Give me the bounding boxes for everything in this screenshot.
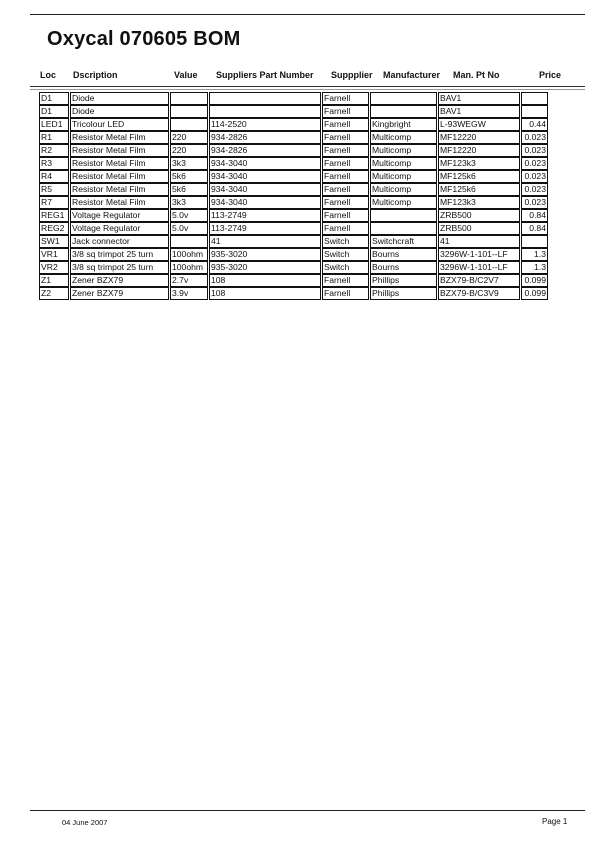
supplier-cell: Farnell [322, 157, 369, 170]
value-cell: 100ohm [170, 248, 208, 261]
loc-cell: R4 [39, 170, 69, 183]
loc-cell: VR2 [39, 261, 69, 274]
table-row [39, 222, 548, 235]
table-row [39, 92, 548, 105]
suppliers-part-cell: 114-2520 [209, 118, 321, 131]
header-supplier: Suppplier [331, 70, 373, 80]
value-cell: 220 [170, 144, 208, 157]
man-part-cell: BAV1 [438, 105, 520, 118]
man-part-cell: MF123k3 [438, 157, 520, 170]
supplier-cell: Farnell [322, 131, 369, 144]
loc-cell: R5 [39, 183, 69, 196]
page-title: Oxycal 070605 BOM [47, 28, 241, 50]
supplier-cell: Farnell [322, 144, 369, 157]
suppliers-part-cell: 108 [209, 287, 321, 300]
man-part-cell: ZRB500 [438, 209, 520, 222]
suppliers-part-cell: 934-3040 [209, 196, 321, 209]
value-cell: 100ohm [170, 261, 208, 274]
manufacturer-cell: Multicomp [370, 157, 437, 170]
supplier-cell: Farnell [322, 170, 369, 183]
table-row [39, 235, 548, 248]
header-description: Dscription [73, 70, 118, 80]
supplier-cell: Farnell [322, 222, 369, 235]
value-cell: 3.9v [170, 287, 208, 300]
man-part-cell: BZX79-B/C3V9 [438, 287, 520, 300]
loc-cell: LED1 [39, 118, 69, 131]
table-row [39, 209, 548, 222]
description-cell: Resistor Metal Film [70, 183, 169, 196]
loc-cell: R2 [39, 144, 69, 157]
manufacturer-cell: Multicomp [370, 170, 437, 183]
price-cell: 1.3 [521, 261, 548, 274]
table-row [39, 144, 548, 157]
table-row [39, 105, 548, 118]
manufacturer-cell: Multicomp [370, 144, 437, 157]
man-part-cell: 41 [438, 235, 520, 248]
supplier-cell: Farnell [322, 183, 369, 196]
value-cell: 5.0v [170, 222, 208, 235]
header-rule-secondary [30, 89, 585, 90]
bom-table [38, 92, 549, 300]
footer-page: Page 1 [542, 817, 568, 826]
value-cell [170, 118, 208, 131]
loc-cell: Z2 [39, 287, 69, 300]
description-cell: Voltage Regulator [70, 222, 169, 235]
description-cell: Zener BZX79 [70, 287, 169, 300]
value-cell: 5k6 [170, 170, 208, 183]
table-row [39, 261, 548, 274]
loc-cell: D1 [39, 105, 69, 118]
price-cell: 0.84 [521, 222, 548, 235]
table-row [39, 183, 548, 196]
man-part-cell: ZRB500 [438, 222, 520, 235]
value-cell: 2.7v [170, 274, 208, 287]
suppliers-part-cell [209, 105, 321, 118]
footer-date: 04 June 2007 [62, 818, 108, 827]
description-cell: Jack connector [70, 235, 169, 248]
suppliers-part-cell: 934-2826 [209, 144, 321, 157]
bottom-rule [30, 810, 585, 811]
top-rule [30, 14, 585, 15]
suppliers-part-cell: 935-3020 [209, 248, 321, 261]
suppliers-part-cell: 934-3040 [209, 157, 321, 170]
suppliers-part-cell [209, 92, 321, 105]
header-man-part: Man. Pt No [453, 70, 500, 80]
bom-table-body [39, 92, 548, 300]
table-row [39, 196, 548, 209]
price-cell: 0.84 [521, 209, 548, 222]
suppliers-part-cell: 934-3040 [209, 170, 321, 183]
price-cell: 0.023 [521, 144, 548, 157]
description-cell: Resistor Metal Film [70, 196, 169, 209]
loc-cell: R3 [39, 157, 69, 170]
description-cell: Tricolour LED [70, 118, 169, 131]
price-cell: 0.023 [521, 157, 548, 170]
description-cell: Voltage Regulator [70, 209, 169, 222]
supplier-cell: Switch [322, 261, 369, 274]
man-part-cell: MF12220 [438, 144, 520, 157]
price-cell: 0.023 [521, 196, 548, 209]
manufacturer-cell: Kingbright [370, 118, 437, 131]
header-price: Price [539, 70, 562, 80]
price-cell [521, 105, 548, 118]
manufacturer-cell [370, 209, 437, 222]
manufacturer-cell: Multicomp [370, 196, 437, 209]
supplier-cell: Farnell [322, 118, 369, 131]
price-cell: 0.023 [521, 183, 548, 196]
man-part-cell: MF125k6 [438, 183, 520, 196]
loc-cell: R7 [39, 196, 69, 209]
man-part-cell: 3296W-1-101--LF [438, 261, 520, 274]
header-loc: Loc [40, 70, 57, 80]
value-cell: 220 [170, 131, 208, 144]
table-row [39, 131, 548, 144]
loc-cell: REG1 [39, 209, 69, 222]
manufacturer-cell: Multicomp [370, 183, 437, 196]
description-cell: Resistor Metal Film [70, 157, 169, 170]
man-part-cell: BZX79-B/C2V7 [438, 274, 520, 287]
suppliers-part-cell: 41 [209, 235, 321, 248]
manufacturer-cell: Switchcraft [370, 235, 437, 248]
supplier-cell: Farnell [322, 274, 369, 287]
value-cell: 3k3 [170, 157, 208, 170]
supplier-cell: Farnell [322, 196, 369, 209]
manufacturer-cell: Phillips [370, 287, 437, 300]
suppliers-part-cell: 108 [209, 274, 321, 287]
table-row [39, 170, 548, 183]
man-part-cell: L-93WEGW [438, 118, 520, 131]
header-suppliers-part: Suppliers Part Number [216, 70, 314, 80]
price-cell [521, 92, 548, 105]
description-cell: Zener BZX79 [70, 274, 169, 287]
loc-cell: SW1 [39, 235, 69, 248]
man-part-cell: MF125k6 [438, 170, 520, 183]
description-cell: Resistor Metal Film [70, 131, 169, 144]
value-cell [170, 105, 208, 118]
man-part-cell: MF123k3 [438, 196, 520, 209]
suppliers-part-cell: 934-2826 [209, 131, 321, 144]
price-cell: 0.099 [521, 287, 548, 300]
manufacturer-cell [370, 105, 437, 118]
description-cell: Diode [70, 105, 169, 118]
value-cell [170, 92, 208, 105]
manufacturer-cell [370, 222, 437, 235]
table-row [39, 157, 548, 170]
header-manufacturer: Manufacturer [383, 70, 441, 80]
header-rule [30, 86, 585, 87]
loc-cell: REG2 [39, 222, 69, 235]
man-part-cell: BAV1 [438, 92, 520, 105]
header-value: Value [174, 70, 198, 80]
supplier-cell: Switch [322, 248, 369, 261]
table-row [39, 287, 548, 300]
manufacturer-cell [370, 92, 437, 105]
value-cell: 5.0v [170, 209, 208, 222]
supplier-cell: Farnell [322, 92, 369, 105]
supplier-cell: Switch [322, 235, 369, 248]
manufacturer-cell: Multicomp [370, 131, 437, 144]
supplier-cell: Farnell [322, 105, 369, 118]
loc-cell: VR1 [39, 248, 69, 261]
description-cell: 3/8 sq trimpot 25 turn [70, 248, 169, 261]
man-part-cell: MF12220 [438, 131, 520, 144]
supplier-cell: Farnell [322, 287, 369, 300]
value-cell: 3k3 [170, 196, 208, 209]
table-row [39, 248, 548, 261]
suppliers-part-cell: 113-2749 [209, 209, 321, 222]
manufacturer-cell: Bourns [370, 261, 437, 274]
supplier-cell: Farnell [322, 209, 369, 222]
description-cell: 3/8 sq trimpot 25 turn [70, 261, 169, 274]
loc-cell: Z1 [39, 274, 69, 287]
suppliers-part-cell: 113-2749 [209, 222, 321, 235]
price-cell: 0.023 [521, 131, 548, 144]
manufacturer-cell: Bourns [370, 248, 437, 261]
description-cell: Diode [70, 92, 169, 105]
man-part-cell: 3296W-1-101--LF [438, 248, 520, 261]
price-cell [521, 235, 548, 248]
description-cell: Resistor Metal Film [70, 144, 169, 157]
table-row [39, 118, 548, 131]
loc-cell: R1 [39, 131, 69, 144]
price-cell: 0.023 [521, 170, 548, 183]
price-cell: 1.3 [521, 248, 548, 261]
value-cell: 5k6 [170, 183, 208, 196]
value-cell [170, 235, 208, 248]
price-cell: 0.099 [521, 274, 548, 287]
manufacturer-cell: Phillips [370, 274, 437, 287]
description-cell: Resistor Metal Film [70, 170, 169, 183]
suppliers-part-cell: 934-3040 [209, 183, 321, 196]
suppliers-part-cell: 935-3020 [209, 261, 321, 274]
loc-cell: D1 [39, 92, 69, 105]
price-cell: 0.44 [521, 118, 548, 131]
table-row [39, 274, 548, 287]
